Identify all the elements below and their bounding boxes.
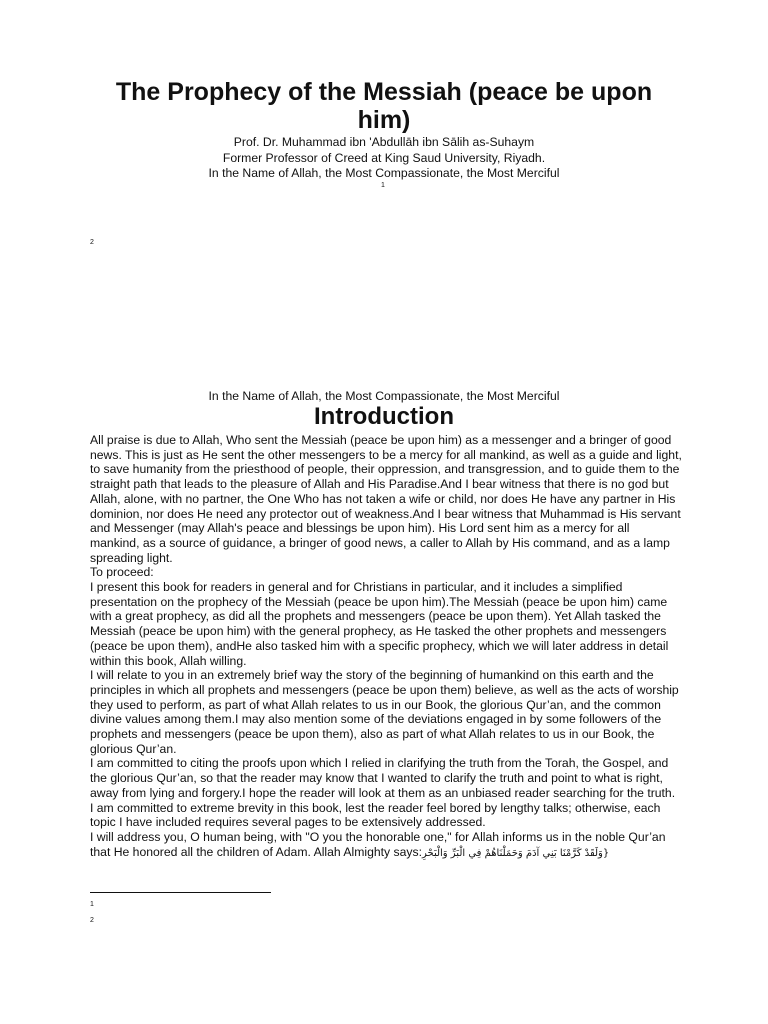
introduction-body <box>90 433 682 861</box>
author-name: Prof. Dr. Muhammad ibn 'Abdullāh ibn Sālih as-Suhaym <box>233 135 535 149</box>
paragraph: To proceed: <box>90 565 154 580</box>
basmala-top: In the Name of Allah, the Most Compassionate, the Most Merciful <box>208 166 560 180</box>
paragraph-last-text: I will address you, O human being, with "O you the honorable one," for Allah informs us in the noble Qur’an that He honored all the children of Adam. Allah Almighty says: <box>90 829 666 859</box>
paragraph: I will relate to you in an extremely brief way the story of the beginning of humankind on this earth and the principles in which all prophets and messengers (peace be upon them) believe, as well as the acts of worship they used to perform, as part of what Allah relates to us in our Book, the glorious Qur’an, and the common divine values among them.I may also mention some of the deviations engaged in by some followers of the prophets and messengers (peace be upon them), also as part of what Allah relates to us in our Book, the glorious Qur’an. <box>90 668 679 756</box>
author-position: Former Professor of Creed at King Saud University, Riyadh. <box>222 151 546 165</box>
paragraph: All praise is due to Allah, Who sent the Messiah (peace be upon him) as a messenger and a bringer of good news. This is just as He sent the other messengers to be a mercy for all mankind, as well as a guide and light, to save humanity from the priesthood of people, their oppression, and transgression, and to guide them to the straight path that leads to the pleasure of Allah and His Paradise.And I bear witness that there is no god but Allah, alone, with no partner, the One Who has not taken a wife or child, nor does He have any partner in His dominion, nor does He need any protector out of weakness.And I bear witness that Muhammad is His servant and Messenger (may Allah's peace and blessings be upon him). His Lord sent him as a mercy for all mankind, as a source of guidance, a bringer of good news, a caller to Allah by His command, and as a lamp spreading light. <box>90 433 682 565</box>
footnote-2: 2 <box>90 917 94 924</box>
paragraph-last <box>90 830 682 861</box>
footnote-ref-1: 1 <box>381 182 385 189</box>
footnote-ref-2: 2 <box>90 239 94 246</box>
arabic-quote: {وَلَقَدْ كَرَّمْنَا بَنِي آدَمَ وَحَمَلْنَاهُمْ فِي الْبَرِّ وَالْبَحْرِ <box>421 847 610 859</box>
basmala-intro: In the Name of Allah, the Most Compassionate, the Most Merciful <box>208 389 560 403</box>
document-title: The Prophecy of the Messiah (peace be upon him) <box>115 78 653 134</box>
paragraph: I am committed to citing the proofs upon which I relied in clarifying the truth from the Torah, the Gospel, and the glorious Qur’an, so that the reader may know that I wanted to clarify the truth and point to what is right, away from lying and forgery.I hope the reader will look at them as an unbiased reader searching for the truth. <box>90 756 676 800</box>
paragraph: I am committed to extreme brevity in this book, lest the reader feel bored by lengthy talks; otherwise, each topic I have included requires several pages to be extensively addressed. <box>90 800 661 830</box>
paragraph: I present this book for readers in general and for Christians in particular, and it includes a simplified presentation on the prophecy of the Messiah (peace be upon him).The Messiah (peace be upon him) came with a great prophecy, as did all the prophets and messengers (peace be upon them). Yet Allah tasked the Messiah (peace be upon him) with the general prophecy, as He tasked the other prophets and messengers (peace be upon them), andHe also tasked him with a specific prophecy, which we will later address in detail within this book, Allah willing. <box>90 580 669 668</box>
introduction-heading: Introduction <box>314 403 454 430</box>
footnote-1: 1 <box>90 901 94 908</box>
footnote-separator <box>90 892 271 893</box>
